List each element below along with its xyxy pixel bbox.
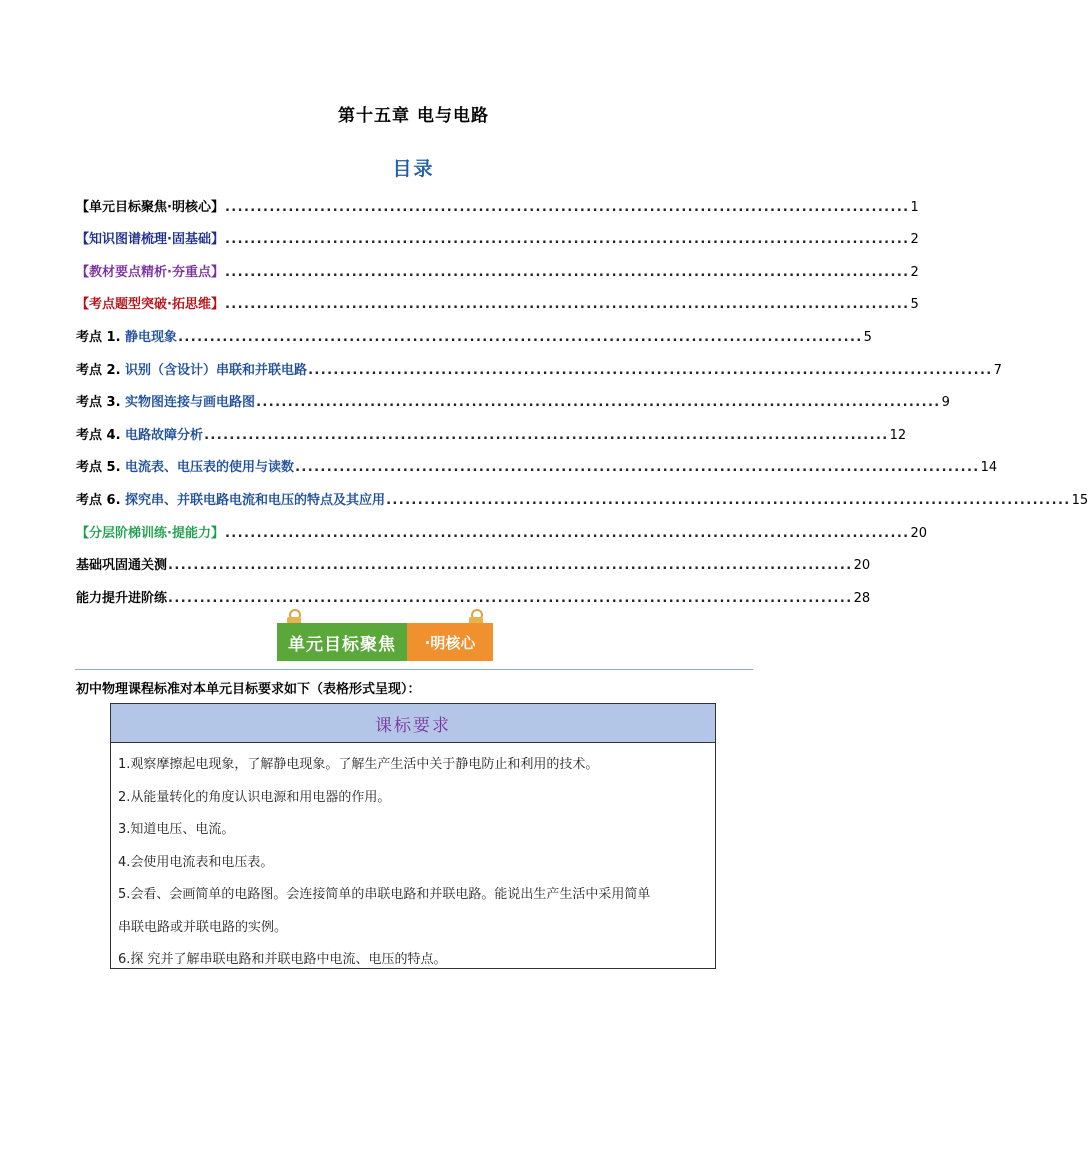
- toc-page-number: 2: [910, 232, 919, 248]
- toc-entry-knowledge-map[interactable]: [76, 215, 919, 248]
- toc-entry-basic-test[interactable]: [76, 541, 871, 574]
- toc-entry-label: 【知识图谱梳理·固基础】: [76, 232, 224, 248]
- toc-entry-topic-3[interactable]: [76, 378, 950, 411]
- toc-entry-label: 【教材要点精析·夯重点】: [76, 264, 224, 280]
- toc-entry-label: [76, 326, 177, 345]
- toc-topic-prefix: 考点 3.: [76, 395, 121, 411]
- toc-entry-topic-6[interactable]: [76, 475, 1088, 508]
- toc-leader-dots: ............................................................................................................: [224, 232, 910, 248]
- banner-title: 单元目标聚焦: [277, 623, 407, 661]
- toc-entry-topic-4[interactable]: [76, 410, 907, 443]
- toc-leader-dots: ............................................................................................................: [168, 558, 853, 574]
- toc-topic-title: 探究串、并联电路电流和电压的特点及其应用: [125, 492, 386, 508]
- toc-topic-prefix: 考点 2.: [76, 362, 121, 378]
- toc-entry-label: 【考点题型突破·拓思维】: [76, 297, 224, 313]
- table-of-contents: [76, 182, 1088, 606]
- toc-entry-label: [76, 391, 255, 410]
- banner-subtitle: ·明核心: [407, 623, 493, 661]
- toc-page-number: 5: [863, 329, 872, 345]
- toc-page-number: 12: [889, 427, 907, 443]
- toc-title: 目录: [392, 158, 435, 180]
- toc-entry-label: [76, 489, 385, 508]
- toc-leader-dots: ............................................................................................................: [224, 297, 910, 313]
- toc-entry-label: 【分层阶梯训练·提能力】: [76, 525, 224, 541]
- table-header: 课标要求: [111, 704, 715, 743]
- toc-entry-unit-goals[interactable]: [76, 182, 919, 215]
- toc-leader-dots: ............................................................................................................: [204, 427, 889, 443]
- standard-item: 2.从能量转化的角度认识电源和用电器的作用。: [118, 789, 391, 805]
- toc-topic-title: 识别（含设计）串联和并联电路: [125, 362, 308, 378]
- toc-topic-prefix: 考点 5.: [76, 460, 121, 476]
- toc-page-number: 7: [993, 362, 1002, 378]
- toc-entry-exam-topics[interactable]: [76, 280, 919, 313]
- toc-entry-label: 【单元目标聚焦·明核心】: [76, 199, 224, 215]
- standard-item: 1.观察摩擦起电现象，了解静电现象。了解生产生活中关于静电防止和利用的技术。: [118, 757, 599, 772]
- toc-entry-topic-5[interactable]: [76, 443, 998, 476]
- toc-topic-title: 静电现象: [125, 329, 178, 345]
- toc-entry-advanced-practice[interactable]: [76, 573, 871, 606]
- toc-entry-label: [76, 456, 294, 475]
- toc-entry-textbook-points[interactable]: [76, 247, 919, 280]
- toc-leader-dots: ............................................................................................................: [256, 395, 941, 411]
- toc-leader-dots: ............................................................................................................: [178, 329, 863, 345]
- divider: [75, 669, 753, 670]
- table-body: [111, 743, 715, 977]
- toc-entry-topic-1[interactable]: [76, 312, 872, 345]
- toc-leader-dots: ............................................................................................................: [224, 264, 910, 280]
- chapter-title: 第十五章 电与电路: [338, 106, 489, 126]
- toc-entry-tiered-training[interactable]: [76, 508, 928, 541]
- toc-topic-prefix: 考点 4.: [76, 427, 121, 443]
- toc-page-number: 2: [910, 264, 919, 280]
- toc-topic-prefix: 考点 1.: [76, 329, 121, 345]
- toc-page-number: 5: [910, 297, 919, 313]
- section-banner: [277, 609, 493, 661]
- toc-entry-label: [76, 424, 203, 443]
- curriculum-standards-table: [110, 703, 716, 969]
- standard-item: 6.探 究并了解串联电路和并联电路中电流、电压的特点。: [118, 952, 447, 967]
- toc-topic-title: 电路故障分析: [125, 427, 204, 443]
- toc-page-number: 1: [910, 199, 919, 215]
- toc-entry-label: [76, 359, 307, 378]
- toc-leader-dots: ............................................................................................................: [224, 525, 910, 541]
- toc-page-number: 14: [980, 460, 998, 476]
- toc-topic-title: 实物图连接与画电路图: [125, 395, 256, 411]
- toc-entry-label: 基础巩固通关测: [76, 558, 168, 574]
- standard-item-continued: 串联电路或并联电路的实例。: [118, 919, 288, 935]
- toc-leader-dots: ............................................................................................................: [308, 362, 993, 378]
- standard-item: 4.会使用电流表和电压表。: [118, 854, 274, 870]
- toc-page-number: 20: [853, 558, 871, 574]
- toc-page-number: 20: [910, 525, 928, 541]
- toc-leader-dots: ............................................................................................................: [295, 460, 980, 476]
- toc-page-number: 28: [853, 590, 871, 606]
- intro-text: 初中物理课程标准对本单元目标要求如下（表格形式呈现）：: [76, 682, 421, 697]
- toc-entry-label: 能力提升进阶练: [76, 590, 168, 606]
- toc-leader-dots: ............................................................................................................: [168, 590, 853, 606]
- toc-leader-dots: ............................................................................................................: [224, 199, 910, 215]
- standard-item: 3.知道电压、电流。: [118, 822, 235, 837]
- toc-topic-prefix: 考点 6.: [76, 492, 121, 508]
- toc-entry-topic-2[interactable]: [76, 345, 1002, 378]
- toc-topic-title: 电流表、电压表的使用与读数: [125, 460, 295, 476]
- toc-page-number: 9: [941, 395, 950, 411]
- toc-page-number: 15: [1071, 492, 1088, 508]
- standard-item: 5.会看、会画简单的电路图。会连接简单的串联电路和并联电路。能说出生产生活中采用简单: [118, 887, 651, 902]
- toc-leader-dots: ............................................................................................................: [386, 492, 1071, 508]
